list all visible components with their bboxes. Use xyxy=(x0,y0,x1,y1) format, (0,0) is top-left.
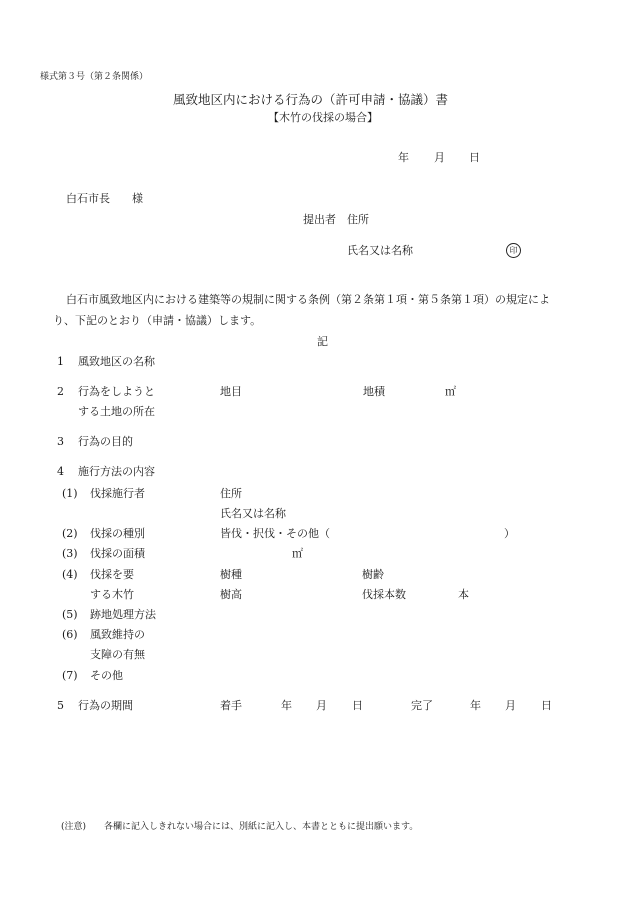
start-label: 着手 xyxy=(220,699,242,712)
body-line-2: り、下記のとおり（申請・協議）します。 xyxy=(53,314,262,327)
cut-count-label: 伐採本数 xyxy=(362,588,406,601)
tree-age-label: 樹齢 xyxy=(362,568,384,581)
sub-1-name-label: 氏名又は名称 xyxy=(220,507,286,520)
sub-3-label: 伐採の面積 xyxy=(90,547,145,560)
end-month: 月 xyxy=(505,699,516,712)
ki-heading: 記 xyxy=(317,335,328,348)
sub-2-value: 皆伐・択伐・その他（ xyxy=(220,527,330,540)
start-day: 日 xyxy=(352,699,363,712)
sub-5-label: 跡地処理方法 xyxy=(90,608,156,621)
item-5-number: 5 xyxy=(57,699,64,712)
item-2-number: 2 xyxy=(57,385,64,398)
form-title: 風致地区内における行為の（許可申請・協議）書 xyxy=(173,92,449,107)
form-subtitle: 【木竹の伐採の場合】 xyxy=(268,111,378,124)
sub-6-number: (6) xyxy=(62,628,78,641)
date-day: 日 xyxy=(469,151,480,164)
sub-7-label: その他 xyxy=(90,669,123,682)
end-day: 日 xyxy=(541,699,552,712)
sub-4-number: (4) xyxy=(62,568,78,581)
body-line-1: 白石市風致地区内における建築等の規制に関する条例（第２条第１項・第５条第１項）の規定によ xyxy=(66,293,550,306)
sub-2-number: (2) xyxy=(62,527,78,540)
form-number: 様式第３号（第２条関係） xyxy=(40,72,149,82)
item-4-label: 施行方法の内容 xyxy=(78,465,155,478)
chiseki-unit: ㎡ xyxy=(445,385,456,398)
start-month: 月 xyxy=(316,699,327,712)
sub-5-number: (5) xyxy=(62,608,78,621)
item-3-label: 行為の目的 xyxy=(78,435,133,448)
sub-1-address-label: 住所 xyxy=(220,487,242,500)
date-month: 月 xyxy=(434,151,445,164)
species-label: 樹種 xyxy=(220,568,242,581)
item-2-label-line1: 行為をしようと xyxy=(78,385,155,398)
addressee: 白石市長 様 xyxy=(66,192,143,205)
sub-3-unit: ㎡ xyxy=(292,547,303,560)
end-year: 年 xyxy=(470,699,481,712)
date-year: 年 xyxy=(398,151,409,164)
sub-2-close-paren: ） xyxy=(504,527,515,540)
seal-mark: 印 xyxy=(506,243,521,258)
sub-1-label: 伐採施行者 xyxy=(90,487,145,500)
item-5-label: 行為の期間 xyxy=(78,699,133,712)
item-1-number: 1 xyxy=(57,355,64,368)
sub-2-label: 伐採の種別 xyxy=(90,527,145,540)
note-label: (注意) xyxy=(61,822,87,832)
cut-count-unit: 本 xyxy=(458,588,469,601)
end-label: 完了 xyxy=(411,699,433,712)
chimoku-label: 地目 xyxy=(220,385,242,398)
chiseki-label: 地積 xyxy=(363,385,385,398)
start-year: 年 xyxy=(281,699,292,712)
tree-height-label: 樹高 xyxy=(220,588,242,601)
item-4-number: 4 xyxy=(57,465,64,478)
sub-6-label-line2: 支障の有無 xyxy=(90,648,145,661)
item-3-number: 3 xyxy=(57,435,64,448)
sub-4-label-line2: する木竹 xyxy=(90,588,134,601)
item-2-label-line2: する土地の所在 xyxy=(78,405,155,418)
sub-3-number: (3) xyxy=(62,547,78,560)
item-1-label: 風致地区の名称 xyxy=(78,355,155,368)
applicant-name-label: 氏名又は名称 xyxy=(347,244,413,257)
note-text: 各欄に記入しきれない場合には、別紙に記入し、本書とともに提出願います。 xyxy=(104,822,419,832)
sub-1-number: (1) xyxy=(62,487,78,500)
sub-6-label-line1: 風致維持の xyxy=(90,628,145,641)
sub-4-label-line1: 伐採を要 xyxy=(90,568,134,581)
applicant-address-label: 提出者 住所 xyxy=(303,213,369,226)
sub-7-number: (7) xyxy=(62,669,78,682)
